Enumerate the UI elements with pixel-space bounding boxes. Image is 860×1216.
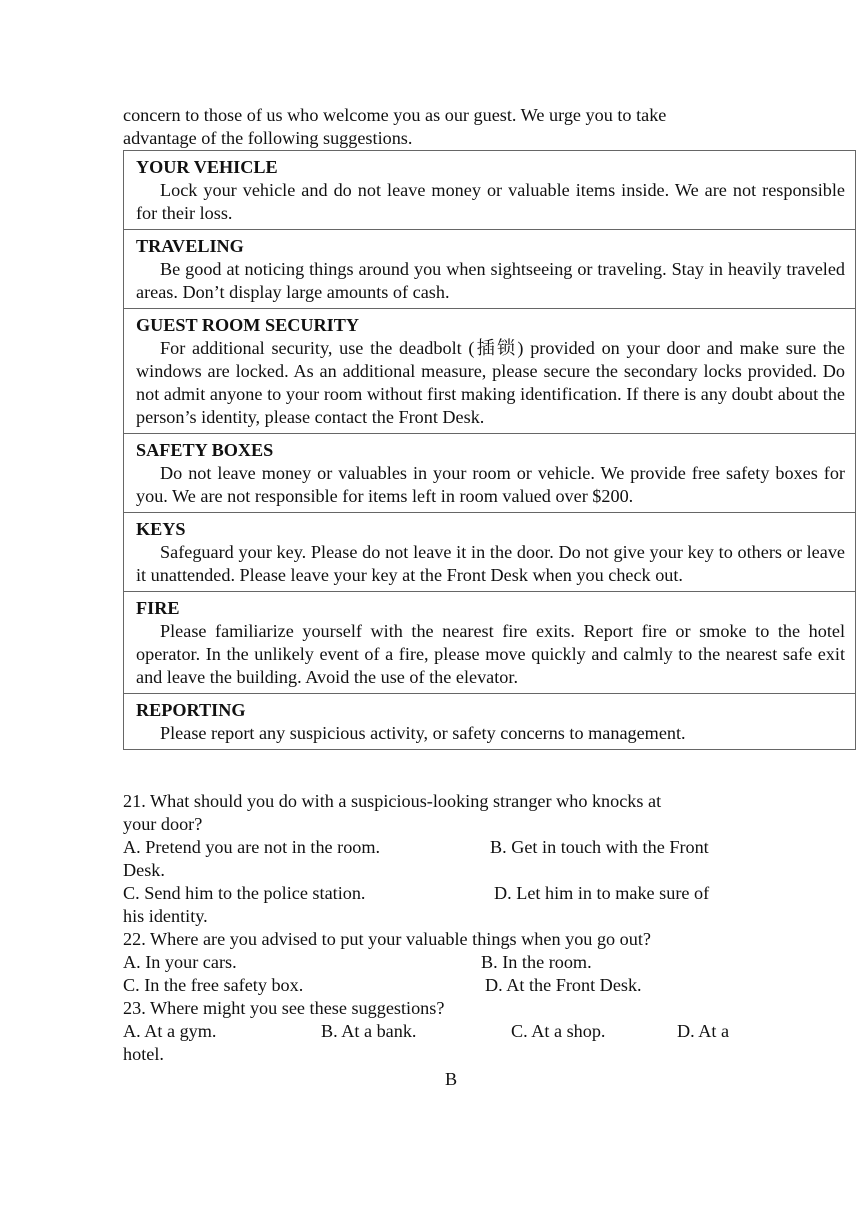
section-heading: SAFETY BOXES bbox=[136, 440, 274, 460]
intro-line-2: advantage of the following suggestions. bbox=[123, 128, 413, 148]
intro-line-1: concern to those of us who welcome you as our guest. We urge you to take bbox=[123, 105, 667, 125]
question-21-option-d-cont bbox=[123, 905, 743, 928]
section-heading: YOUR VEHICLE bbox=[136, 157, 278, 177]
section-text: Be good at noticing things around you when sightseeing or traveling. Stay in heavily traveled areas. Don’t display large amounts of cash. bbox=[136, 259, 845, 302]
option-c[interactable]: C. In the free safety box. bbox=[123, 975, 304, 995]
question-21-stem-cont bbox=[123, 813, 743, 836]
section-heading: GUEST ROOM SECURITY bbox=[136, 315, 360, 335]
section-traveling bbox=[124, 230, 855, 309]
question-21-options-cd bbox=[123, 882, 743, 905]
option-b[interactable]: B. At a bank. bbox=[321, 1021, 417, 1041]
section-reporting bbox=[124, 694, 855, 750]
section-text: Please report any suspicious activity, or safety concerns to management. bbox=[160, 723, 686, 743]
section-marker: B bbox=[445, 1069, 458, 1089]
question-text: your door? bbox=[123, 814, 203, 834]
section-your-vehicle bbox=[124, 151, 855, 230]
question-23-stem bbox=[123, 997, 743, 1020]
option-c[interactable]: C. At a shop. bbox=[511, 1021, 606, 1041]
section-heading: TRAVELING bbox=[136, 236, 244, 256]
option-d-continued: hotel. bbox=[123, 1044, 164, 1064]
questions-block bbox=[123, 790, 743, 1066]
option-a[interactable]: A. At a gym. bbox=[123, 1021, 217, 1041]
option-d-continued: his identity. bbox=[123, 906, 208, 926]
option-a[interactable]: A. In your cars. bbox=[123, 952, 237, 972]
question-21-options-ab bbox=[123, 836, 743, 859]
section-heading: REPORTING bbox=[136, 700, 246, 720]
question-23-option-d-cont bbox=[123, 1043, 743, 1066]
section-guest-room-security bbox=[124, 309, 855, 434]
option-b-continued: Desk. bbox=[123, 860, 165, 880]
section-text: Safeguard your key. Please do not leave it in the door. Do not give your key to others or leave it unattended. Please leave your key at the Front Desk when you check out. bbox=[136, 542, 845, 585]
question-text: 22. Where are you advised to put your valuable things when you go out? bbox=[123, 929, 651, 949]
intro-paragraph bbox=[123, 104, 763, 150]
question-23-options bbox=[123, 1020, 743, 1043]
option-c[interactable]: C. Send him to the police station. bbox=[123, 883, 366, 903]
option-d[interactable]: D. Let him in to make sure of bbox=[494, 883, 710, 903]
question-text: 21. What should you do with a suspicious-looking stranger who knocks at bbox=[123, 791, 662, 811]
section-text: For additional security, use the deadbolt (插锁) provided on your door and make sure the windows are locked. As an additional measure, please secure the secondary locks provided. Do not admit anyone to your room without first making identification. If there is any doubt about the person’s identity, please contact the Front Desk. bbox=[136, 338, 845, 427]
option-b[interactable]: B. Get in touch with the Front bbox=[490, 837, 709, 857]
option-d[interactable]: D. At the Front Desk. bbox=[485, 975, 642, 995]
question-21-stem bbox=[123, 790, 743, 813]
option-a[interactable]: A. Pretend you are not in the room. bbox=[123, 837, 381, 857]
question-22-stem bbox=[123, 928, 743, 951]
question-21-option-b-cont bbox=[123, 859, 743, 882]
safety-suggestions-table bbox=[123, 150, 856, 750]
section-safety-boxes bbox=[124, 434, 855, 513]
section-keys bbox=[124, 513, 855, 592]
section-heading: FIRE bbox=[136, 598, 180, 618]
question-22-options-ab bbox=[123, 951, 743, 974]
option-d[interactable]: D. At a bbox=[677, 1021, 730, 1041]
section-text: Lock your vehicle and do not leave money or valuable items inside. We are not responsible for their loss. bbox=[136, 180, 845, 223]
question-text: 23. Where might you see these suggestions? bbox=[123, 998, 445, 1018]
section-heading: KEYS bbox=[136, 519, 186, 539]
option-b[interactable]: B. In the room. bbox=[481, 952, 592, 972]
section-text: Please familiarize yourself with the nearest fire exits. Report fire or smoke to the hotel operator. In the unlikely event of a fire, please move quickly and calmly to the nearest safe exit and leave the building. Avoid the use of the elevator. bbox=[136, 621, 845, 687]
section-text: Do not leave money or valuables in your room or vehicle. We provide free safety boxes for you. We are not responsible for items left in room valued over $200. bbox=[136, 463, 845, 506]
question-22-options-cd bbox=[123, 974, 743, 997]
section-fire bbox=[124, 592, 855, 694]
